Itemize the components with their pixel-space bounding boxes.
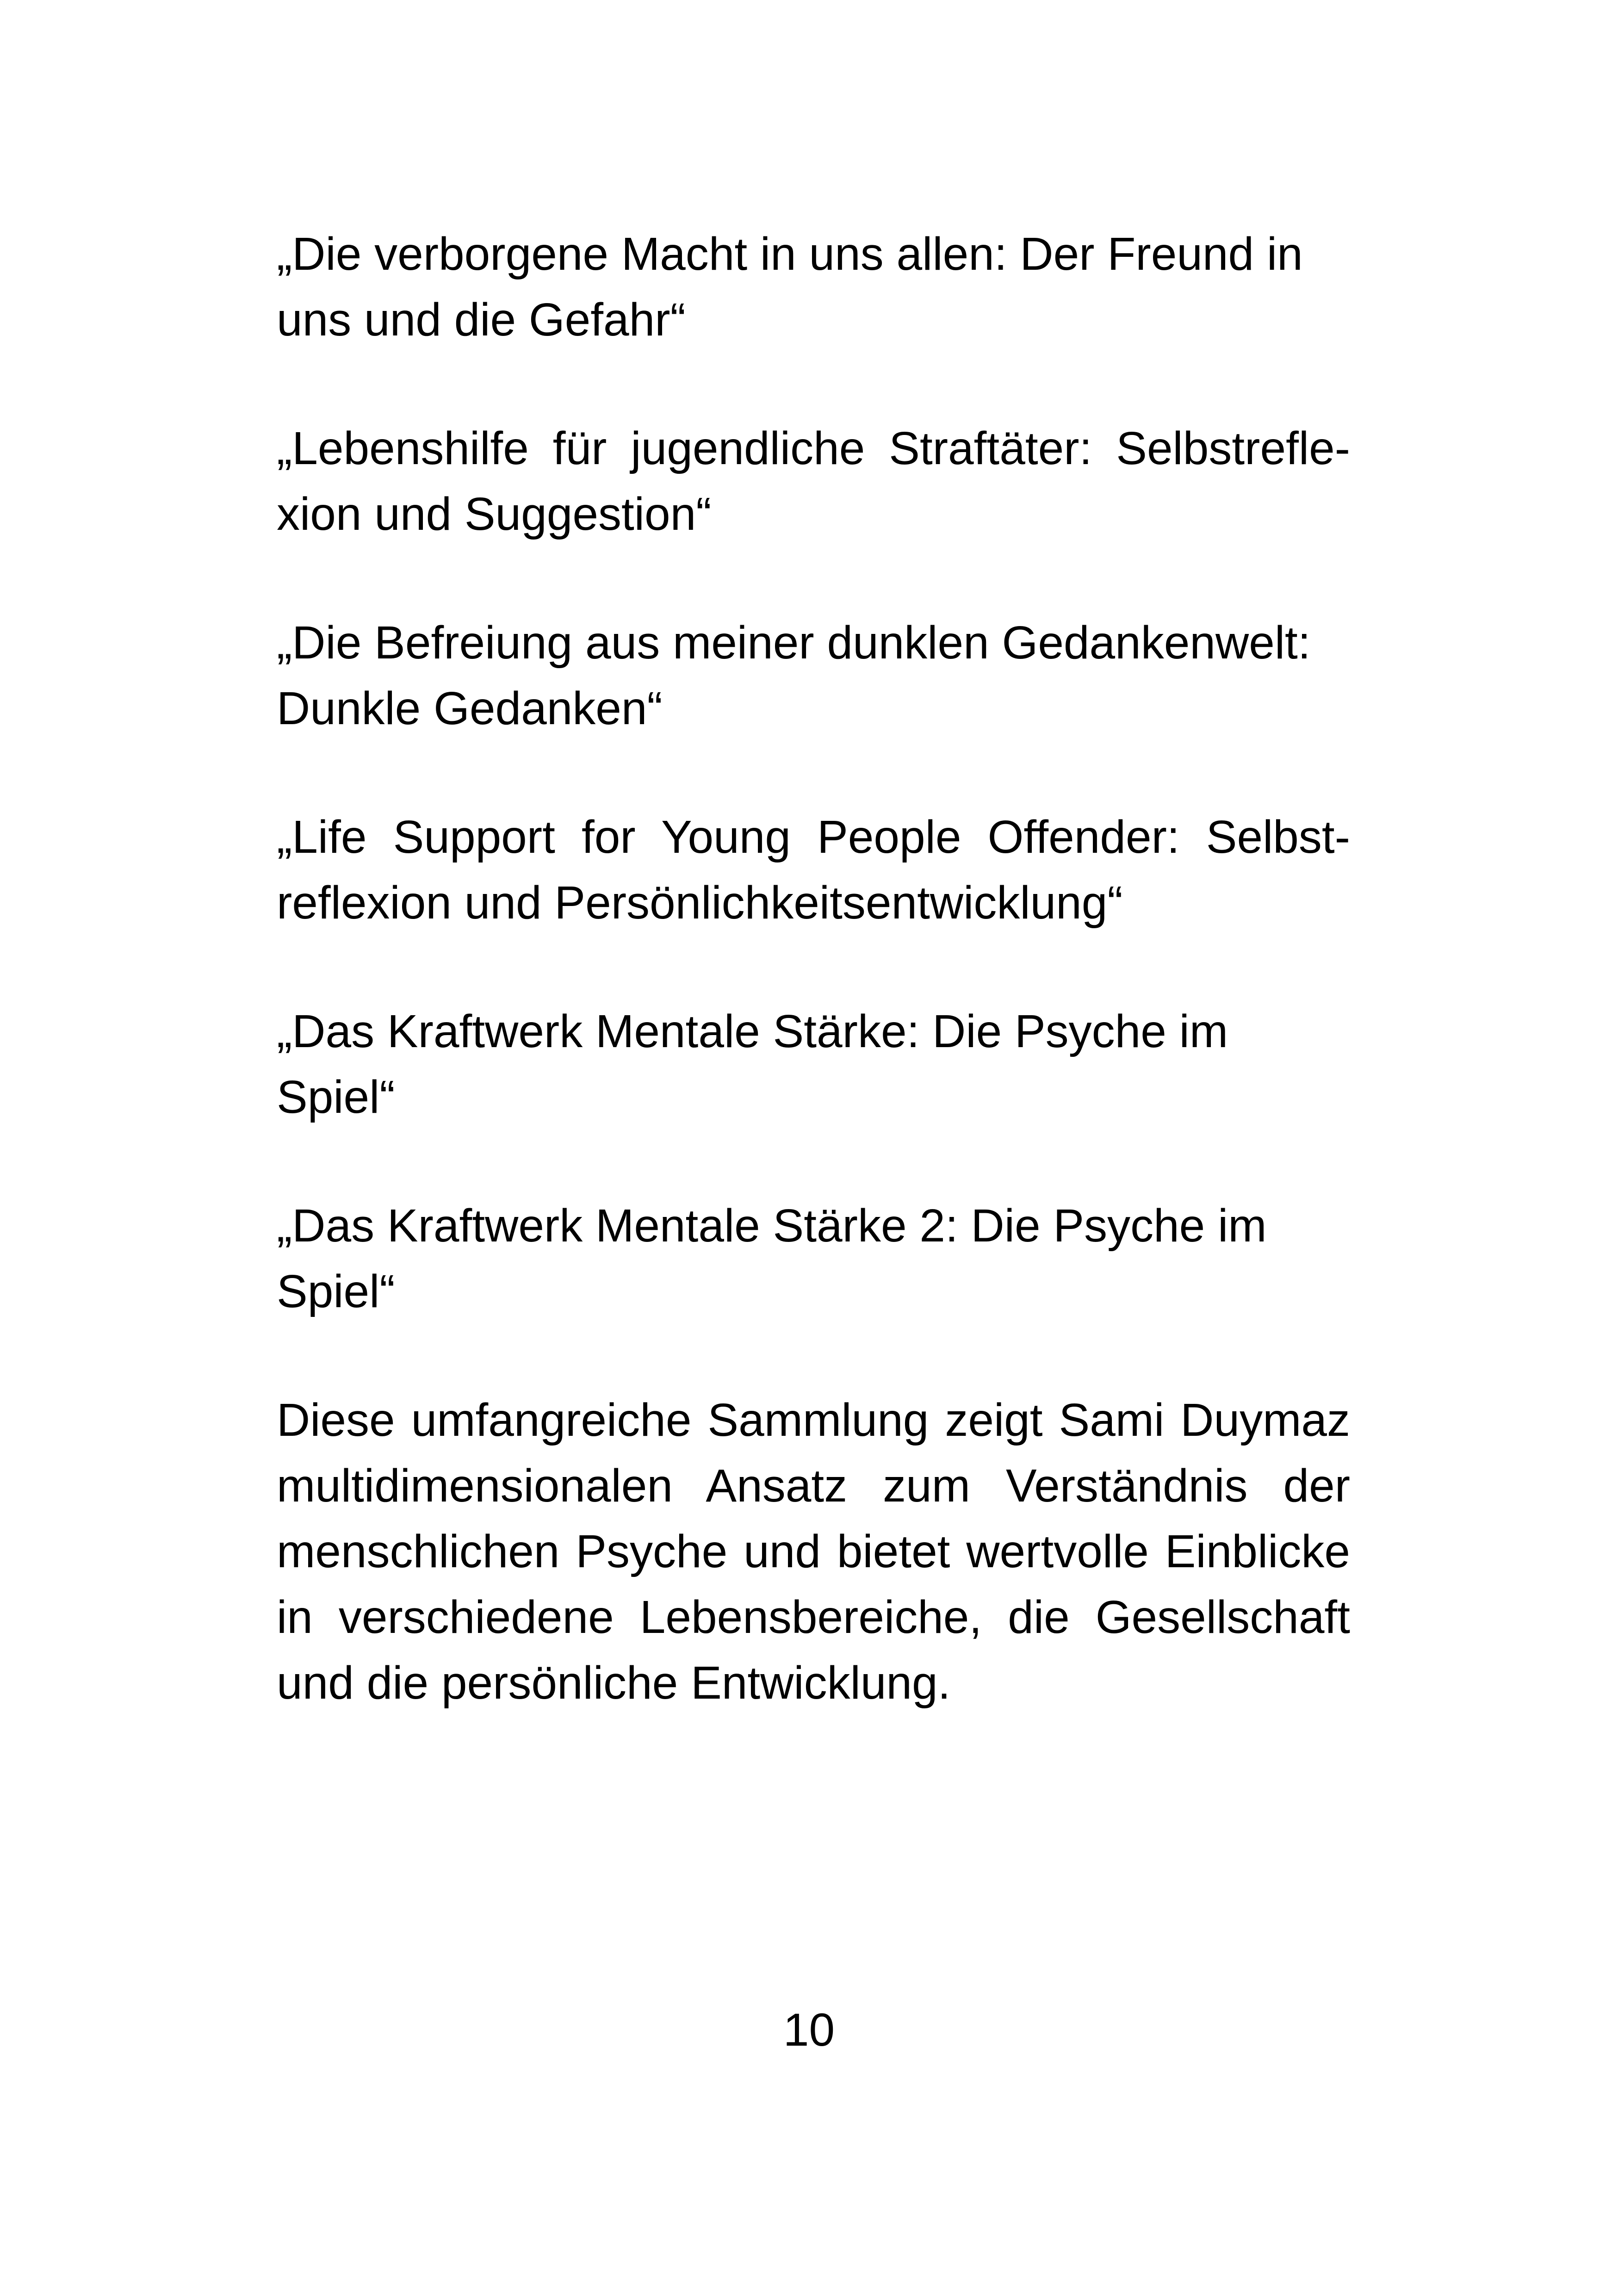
text-line: Dunkle Gedanken“	[277, 683, 663, 734]
text-line: reflexion und Persönlichkeitsentwicklung“	[277, 877, 1123, 929]
text-line: uns und die Gefahr“	[277, 294, 686, 346]
text-line: xion und Suggestion“	[277, 488, 712, 540]
text-line: „Die Befreiung aus meiner dunklen Gedankenwelt:	[277, 617, 1311, 669]
book-title-2	[277, 416, 1350, 547]
book-title-1	[277, 221, 1350, 353]
book-title-4	[277, 804, 1350, 936]
text-line: „Das Kraftwerk Mentale Stärke: Die Psyche im	[277, 1005, 1228, 1057]
page-number: 10	[783, 2004, 835, 2056]
text-line: Spiel“	[277, 1071, 395, 1123]
summary-paragraph	[277, 1387, 1350, 1716]
book-title-3	[277, 610, 1350, 741]
text-line: menschlichen Psyche und bietet wertvolle Einblicke	[277, 1526, 1350, 1577]
text-line: „Life Support for Young People Offender: Selbst-	[277, 811, 1350, 863]
book-title-6	[277, 1193, 1350, 1324]
text-line: „Die verborgene Macht in uns allen: Der Freund in	[277, 228, 1303, 280]
book-title-5	[277, 999, 1350, 1130]
text-line: „Lebenshilfe für jugendliche Straftäter: Selbstrefle-	[277, 422, 1350, 474]
text-line: Spiel“	[277, 1266, 395, 1317]
text-line: in verschiedene Lebensbereiche, die Gesellschaft	[277, 1591, 1350, 1643]
text-line: „Das Kraftwerk Mentale Stärke 2: Die Psyche im	[277, 1200, 1267, 1252]
text-line: und die persönliche Entwicklung.	[277, 1657, 951, 1709]
text-line: multidimensionalen Ansatz zum Verständnis der	[277, 1460, 1350, 1512]
text-line: Diese umfangreiche Sammlung zeigt Sami Duymaz	[277, 1394, 1350, 1446]
